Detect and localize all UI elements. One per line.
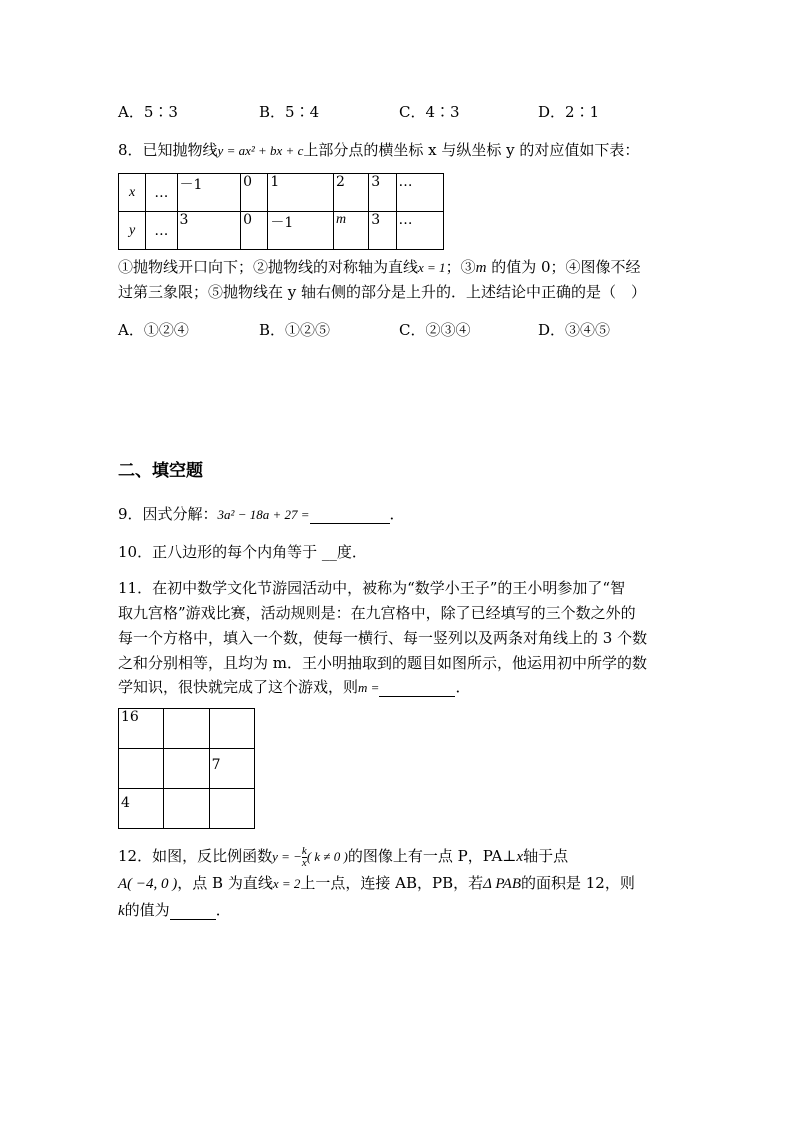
q11-line-4: 之和分别相等，且均为 m．王小明抽取到的题目如图所示，他运用初中所学的数 <box>118 654 647 672</box>
grid-cell: 16 <box>119 709 164 749</box>
q8-option-a: A．①②④ <box>118 321 189 339</box>
q12-fraction: $\frac{k}{x}$ <box>301 844 307 869</box>
q8-row-y <box>119 212 444 250</box>
q12-answer-blank <box>170 903 216 920</box>
table-cell: －1 <box>268 212 334 250</box>
q8-option-c: C．②③④ <box>399 321 471 339</box>
table-cell: … <box>146 212 177 250</box>
q8-option-d: D．③④⑤ <box>538 321 611 339</box>
grid-cell <box>164 749 209 789</box>
section-heading-fill-in: 二、填空题 <box>118 461 203 481</box>
table-cell: 3 <box>177 212 241 250</box>
q7-option-a: A．5∶3 <box>118 103 178 121</box>
q9-formula: 3a² − 18a + 27 = <box>217 507 310 522</box>
grid-cell <box>119 749 164 789</box>
q7-option-b: B．5∶4 <box>259 103 320 121</box>
q11-line-3: 每一个方格中，填入一个数，使每一横行、每一竖列以及两条对角线上的 3 个数 <box>118 629 648 647</box>
table-cell: … <box>146 174 177 212</box>
q12-line-1: 12．如图，反比例函数y = − $\frac{k}{x}$ ( k ≠ 0 )的图像上有一点 P，PA⊥x轴于点 <box>118 844 569 869</box>
q7-options <box>118 101 718 121</box>
q8-stem: 8．已知抛物线y = ax² + bx + c上部分点的横坐标 x 与纵坐标 y 的对应值如下表： <box>118 141 640 159</box>
q8-options <box>118 319 718 339</box>
q12-line-2: A( −4, 0 )，点 B 为直线x = 2上一点，连接 AB，PB，若Δ PAB的面积是 12，则 <box>118 874 635 892</box>
table-cell: y <box>119 212 146 250</box>
grid-cell <box>164 709 209 749</box>
grid-cell <box>209 709 254 749</box>
table-cell: 1 <box>268 174 334 212</box>
grid-cell: 4 <box>119 789 164 829</box>
table-cell: 0 <box>241 212 268 250</box>
table-cell: 2 <box>333 174 368 212</box>
q8-parabola-formula: y = ax² + bx + c <box>217 143 304 158</box>
q11-answer-blank <box>379 680 455 697</box>
q9: 9．因式分解：3a² − 18a + 27 = ． <box>118 505 405 523</box>
q8-statements-line1: ①抛物线开口向下；②抛物线的对称轴为直线x = 1；③m 的值为 0；④图像不经 <box>118 258 641 276</box>
table-cell: －1 <box>177 174 241 212</box>
table-cell: 3 <box>369 212 396 250</box>
q8-statements-line2: 过第三象限；⑤抛物线在 y 轴右侧的部分是上升的．上述结论中正确的是（ ） <box>118 283 647 301</box>
table-cell: 0 <box>241 174 268 212</box>
q11-line-1: 11．在初中数学文化节游园活动中，被称为“数学小王子”的王小明参加了“智 <box>118 579 626 597</box>
q11-nine-grid <box>118 708 255 829</box>
grid-cell: 7 <box>209 749 254 789</box>
q11-line-2: 取九宫格”游戏比赛，活动规则是：在九宫格中，除了已经填写的三个数之外的 <box>118 604 636 622</box>
q7-option-c: C．4∶3 <box>399 103 460 121</box>
q8-option-b: B．①②⑤ <box>259 321 331 339</box>
table-cell: 3 <box>369 174 396 212</box>
grid-cell <box>209 789 254 829</box>
table-cell: m <box>333 212 368 250</box>
q8-value-table <box>118 173 444 250</box>
q11-line-5: 学知识，很快就完成了这个游戏，则m = ． <box>118 678 471 696</box>
q12-line-3: k的值为 ． <box>118 901 231 919</box>
q8-row-x <box>119 174 444 212</box>
grid-cell <box>164 789 209 829</box>
table-cell: x <box>119 174 146 212</box>
q9-answer-blank <box>310 507 390 524</box>
table-cell: … <box>396 212 443 250</box>
q10: 10．正八边形的每个内角等于 __度． <box>118 543 367 561</box>
table-cell: … <box>396 174 443 212</box>
q7-option-d: D．2∶1 <box>538 103 600 121</box>
